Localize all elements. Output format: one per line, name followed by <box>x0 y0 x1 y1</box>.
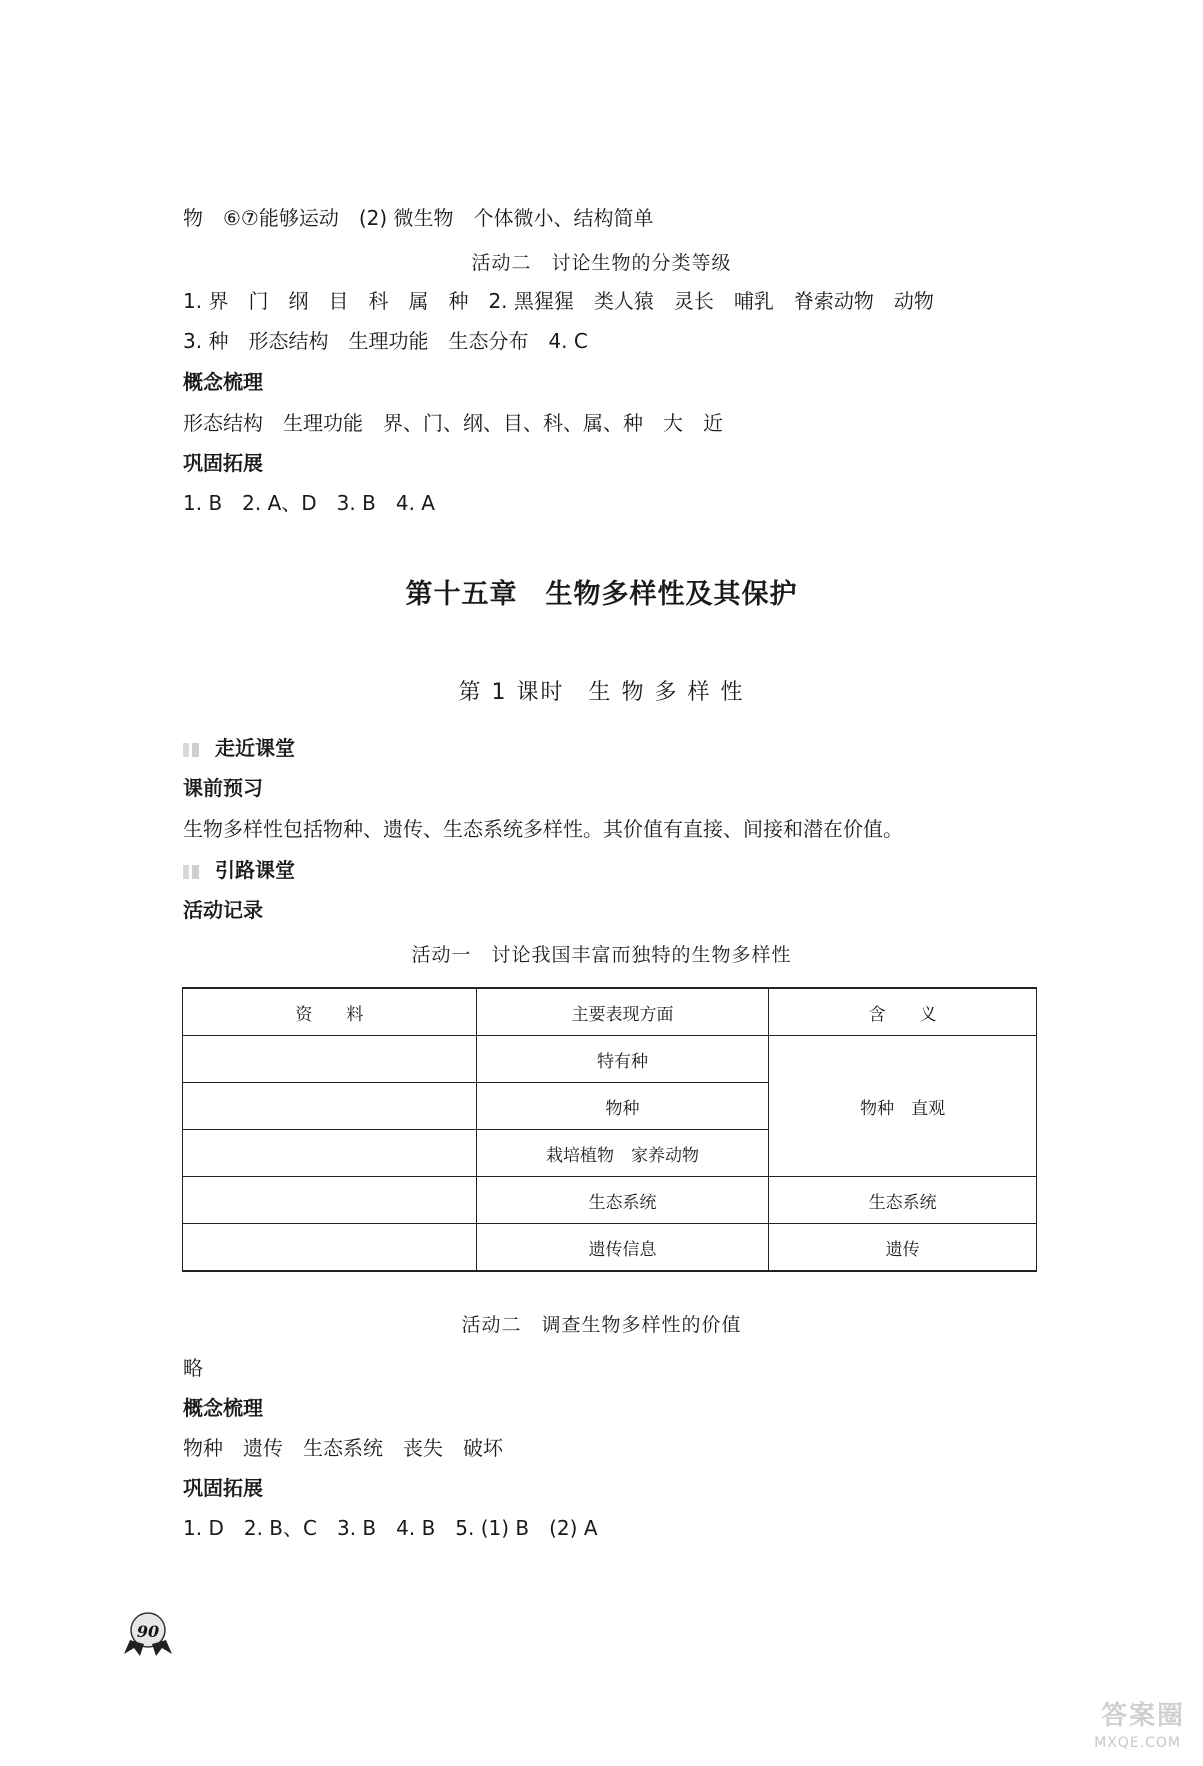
activity-one-heading: 活动一 讨论我国丰富而独特的生物多样性 <box>411 944 792 966</box>
page-number: 90 <box>136 1622 160 1641</box>
page-number-badge <box>120 1610 176 1658</box>
activity-record-heading: 活动记录 <box>183 898 263 922</box>
table-cell <box>183 1224 477 1272</box>
answer-line-1: 物 ⑥⑦能够运动 (2) 微生物 个体微小、结构简单 <box>183 206 654 230</box>
section-mark-icon <box>183 743 205 757</box>
table-cell <box>183 1083 477 1130</box>
concept-text: 形态结构 生理功能 界、门、纲、目、科、属、种 大 近 <box>183 411 723 435</box>
section-mark-icon <box>183 865 205 879</box>
section-guide-label: 引路课堂 <box>215 858 295 882</box>
table-row <box>183 1177 1037 1224</box>
consolidate-text: 1. B 2. A、D 3. B 4. A <box>183 491 435 515</box>
table-cell: 物种 <box>476 1083 769 1130</box>
table-header-row <box>183 988 1037 1036</box>
table-cell: 特有种 <box>476 1036 769 1083</box>
table-header-cell: 含 义 <box>769 988 1037 1036</box>
answer-line-3: 3. 种 形态结构 生理功能 生态分布 4. C <box>183 329 588 353</box>
activity-two-heading: 活动二 讨论生物的分类等级 <box>471 252 732 274</box>
preview-heading: 课前预习 <box>183 776 263 800</box>
section-approach <box>183 733 295 763</box>
table-cell: 生态系统 <box>476 1177 769 1224</box>
table-header-cell: 资 料 <box>183 988 477 1036</box>
table-cell: 生态系统 <box>769 1177 1037 1224</box>
chapter-title: 第十五章 生物多样性及其保护 <box>405 579 798 610</box>
watermark-logo: 答案圈 <box>1100 1701 1185 1731</box>
table-row <box>183 1036 1037 1083</box>
consolidate-heading: 巩固拓展 <box>183 451 263 475</box>
table-cell: 遗传 <box>769 1224 1037 1272</box>
table-merged-cell: 物种 直观 <box>769 1036 1037 1177</box>
preview-text: 生物多样性包括物种、遗传、生态系统多样性。其价值有直接、间接和潜在价值。 <box>183 817 903 841</box>
table-cell: 遗传信息 <box>476 1224 769 1272</box>
concept-text-2: 物种 遗传 生态系统 丧失 破坏 <box>183 1436 503 1460</box>
concept-heading-2: 概念梳理 <box>183 1396 263 1420</box>
section-guide <box>183 855 295 885</box>
table-cell <box>183 1177 477 1224</box>
answer-line-2: 1. 界 门 纲 目 科 属 种 2. 黑猩猩 类人猿 灵长 哺乳 脊索动物 动物 <box>183 289 934 313</box>
table-header-cell: 主要表现方面 <box>476 988 769 1036</box>
activity-two-survey-heading: 活动二 调查生物多样性的价值 <box>461 1314 742 1336</box>
biodiversity-table <box>182 987 1037 1272</box>
omit-text: 略 <box>183 1356 203 1380</box>
table-row <box>183 1224 1037 1272</box>
section-approach-label: 走近课堂 <box>215 736 295 760</box>
table-cell <box>183 1036 477 1083</box>
concept-heading: 概念梳理 <box>183 370 263 394</box>
table-cell: 栽培植物 家养动物 <box>476 1130 769 1177</box>
consolidate-heading-2: 巩固拓展 <box>183 1476 263 1500</box>
lesson-title: 第 1 课时 生 物 多 样 性 <box>458 680 745 705</box>
table-cell <box>183 1130 477 1177</box>
watermark-url: MXQE.COM <box>1094 1735 1181 1751</box>
laurel-badge-icon <box>120 1610 176 1658</box>
consolidate-text-2: 1. D 2. B、C 3. B 4. B 5. (1) B (2) A <box>183 1516 598 1540</box>
